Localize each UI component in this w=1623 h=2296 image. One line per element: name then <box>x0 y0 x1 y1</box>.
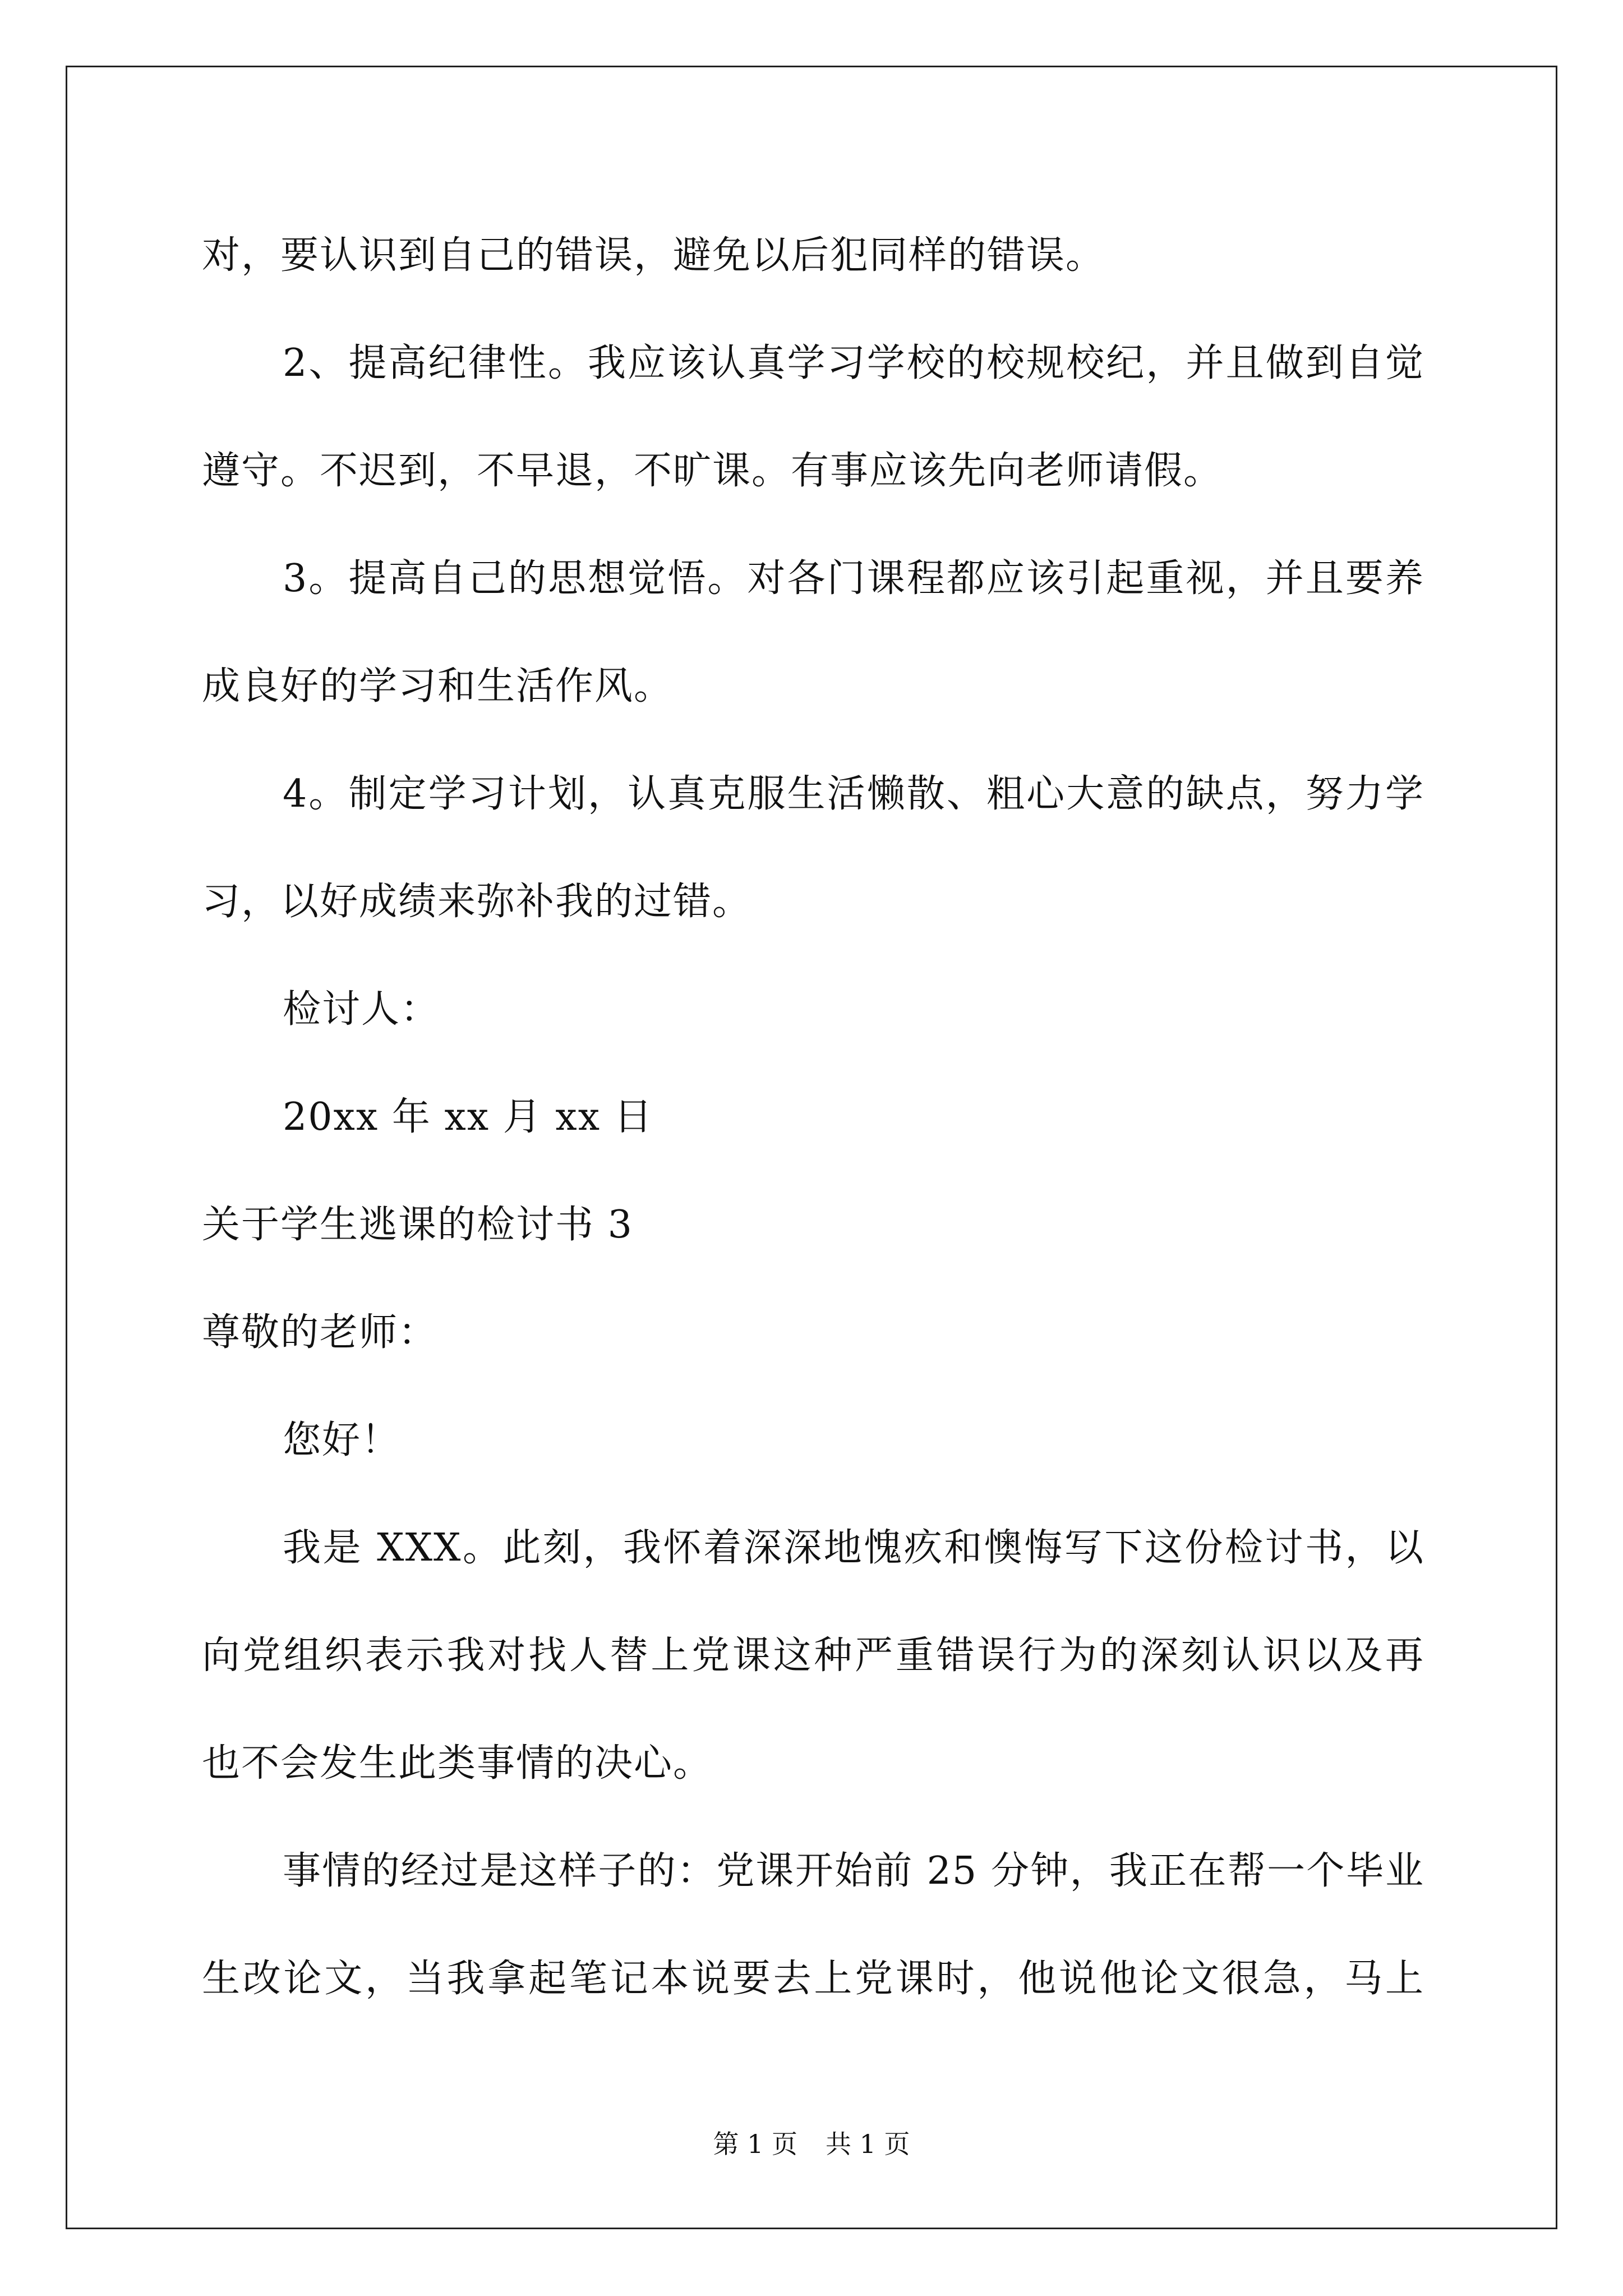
text-line: 遵守。不迟到，不早退，不旷课。有事应该先向老师请假。 <box>202 449 1223 493</box>
text-line: 习，以好成绩来弥补我的过错。 <box>202 880 752 924</box>
document-body <box>202 202 1424 2033</box>
text-line: 对，要认识到自己的错误，避免以后犯同样的错误。 <box>202 233 1105 278</box>
text-line: 3。提高自己的思想觉悟。对各门课程都应该引起重视，并且要养 <box>283 556 1424 601</box>
page-number-total: 共 1 页 <box>826 2129 910 2159</box>
text-line: 向党组织表示我对找人替上党课这种严重错误行为的深刻认识以及再 <box>202 1634 1424 1678</box>
text-line: 也不会发生此类事情的决心。 <box>202 1741 713 1786</box>
text-line: 成良好的学习和生活作风。 <box>202 664 674 708</box>
text-line: 事情的经过是这样子的：党课开始前 25 分钟，我正在帮一个毕业 <box>283 1849 1424 1893</box>
text-line: 关于学生逃课的检讨书 3 <box>202 1203 633 1247</box>
text-line: 检讨人： <box>283 987 440 1032</box>
page-footer <box>0 2127 1623 2161</box>
page-number-current: 第 1 页 <box>713 2129 797 2159</box>
text-line: 4。制定学习计划，认真克服生活懒散、粗心大意的缺点，努力学 <box>283 772 1424 816</box>
text-line: 尊敬的老师： <box>202 1310 438 1355</box>
text-line: 生改论文，当我拿起笔记本说要去上党课时，他说他论文很急，马上 <box>202 1957 1424 2001</box>
text-line: 2、提高纪律性。我应该认真学习学校的校规校纪，并且做到自觉 <box>283 341 1424 385</box>
text-line: 20xx 年 xx 月 xx 日 <box>283 1095 653 1139</box>
text-line: 我是 XXX。此刻，我怀着深深地愧疚和懊悔写下这份检讨书，以 <box>283 1526 1424 1570</box>
text-line: 您好！ <box>283 1418 401 1462</box>
